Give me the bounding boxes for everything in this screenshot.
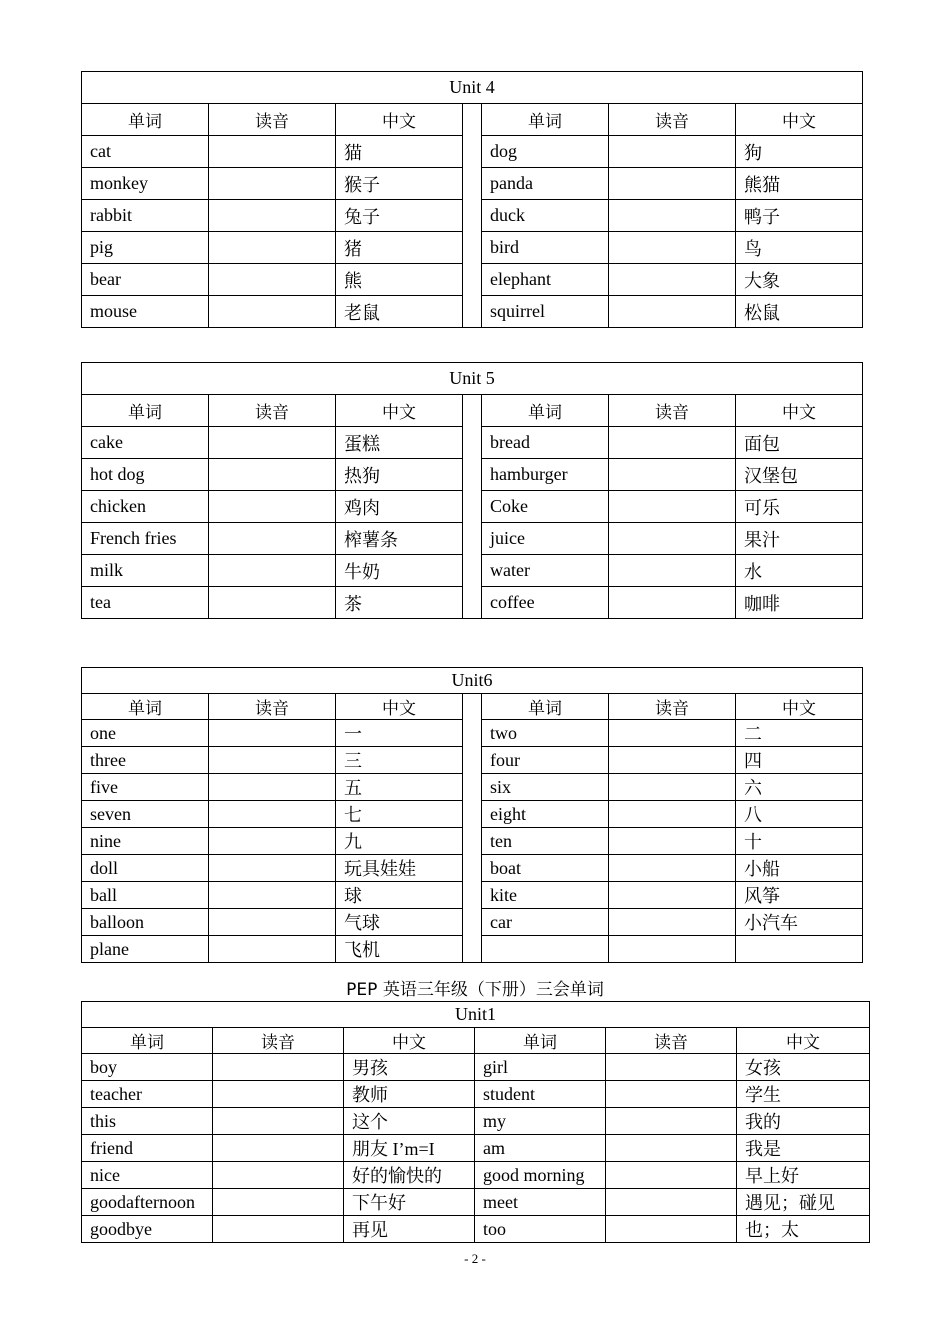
table-row — [82, 1081, 870, 1108]
word-cell: bread — [482, 427, 609, 459]
word-cell: hamburger — [482, 459, 609, 491]
chinese-cell: 鸭子 — [736, 200, 863, 232]
header-word: 单词 — [82, 104, 209, 136]
table-row — [82, 1135, 870, 1162]
pronunciation-cell — [609, 200, 736, 232]
pronunciation-cell — [609, 882, 736, 909]
chinese-cell: 小船 — [736, 855, 863, 882]
pronunciation-cell — [609, 555, 736, 587]
chinese-cell: 男孩 — [344, 1054, 475, 1081]
pronunciation-cell — [609, 296, 736, 328]
chinese-cell: 球 — [336, 882, 463, 909]
pronunciation-cell — [209, 855, 336, 882]
chinese-cell: 风筝 — [736, 882, 863, 909]
chinese-cell: 水 — [736, 555, 863, 587]
word-cell: boat — [482, 855, 609, 882]
header-pronunciation: 读音 — [609, 395, 736, 427]
pronunciation-cell — [209, 828, 336, 855]
table-row — [82, 1108, 870, 1135]
pronunciation-cell — [209, 427, 336, 459]
header-chinese: 中文 — [336, 395, 463, 427]
unit-1-table — [81, 1001, 870, 1243]
column-divider — [463, 104, 482, 328]
pronunciation-cell — [213, 1108, 344, 1135]
pronunciation-cell — [213, 1216, 344, 1243]
word-cell: this — [82, 1108, 213, 1135]
word-cell: bear — [82, 264, 209, 296]
unit-title: Unit1 — [82, 1002, 870, 1028]
word-cell: chicken — [82, 491, 209, 523]
pronunciation-cell — [209, 136, 336, 168]
word-cell: panda — [482, 168, 609, 200]
pronunciation-cell — [609, 232, 736, 264]
chinese-cell: 教师 — [344, 1081, 475, 1108]
pronunciation-cell — [609, 720, 736, 747]
pronunciation-cell — [209, 909, 336, 936]
chinese-cell: 汉堡包 — [736, 459, 863, 491]
pronunciation-cell — [213, 1189, 344, 1216]
word-cell: too — [475, 1216, 606, 1243]
pronunciation-cell — [606, 1162, 737, 1189]
chinese-cell: 玩具娃娃 — [336, 855, 463, 882]
word-cell: French fries — [82, 523, 209, 555]
chinese-cell: 我的 — [737, 1108, 870, 1135]
chinese-cell: 热狗 — [336, 459, 463, 491]
header-chinese: 中文 — [344, 1028, 475, 1054]
chinese-cell: 十 — [736, 828, 863, 855]
word-cell: cake — [82, 427, 209, 459]
chinese-cell: 猫 — [336, 136, 463, 168]
pronunciation-cell — [609, 427, 736, 459]
word-cell: seven — [82, 801, 209, 828]
chinese-cell: 大象 — [736, 264, 863, 296]
word-cell: monkey — [82, 168, 209, 200]
word-cell: rabbit — [82, 200, 209, 232]
chinese-cell: 猪 — [336, 232, 463, 264]
pronunciation-cell — [209, 523, 336, 555]
chinese-cell: 九 — [336, 828, 463, 855]
pronunciation-cell — [209, 555, 336, 587]
chinese-cell: 狗 — [736, 136, 863, 168]
header-word: 单词 — [482, 104, 609, 136]
word-cell: teacher — [82, 1081, 213, 1108]
table-row — [82, 1189, 870, 1216]
pronunciation-cell — [209, 264, 336, 296]
chinese-cell: 小汽车 — [736, 909, 863, 936]
chinese-cell: 遇见；碰见 — [737, 1189, 870, 1216]
pronunciation-cell — [606, 1216, 737, 1243]
word-cell: dog — [482, 136, 609, 168]
pronunciation-cell — [209, 747, 336, 774]
chinese-cell: 咖啡 — [736, 587, 863, 619]
pronunciation-cell — [209, 200, 336, 232]
word-cell: goodafternoon — [82, 1189, 213, 1216]
chinese-cell: 六 — [736, 774, 863, 801]
header-chinese: 中文 — [336, 694, 463, 720]
word-cell: hot dog — [82, 459, 209, 491]
chinese-cell: 可乐 — [736, 491, 863, 523]
chinese-cell: 这个 — [344, 1108, 475, 1135]
unit-6-table — [81, 667, 863, 963]
pronunciation-cell — [609, 855, 736, 882]
unit-title: Unit 4 — [82, 72, 863, 104]
pronunciation-cell — [209, 774, 336, 801]
header-pronunciation: 读音 — [609, 104, 736, 136]
chinese-cell: 四 — [736, 747, 863, 774]
chinese-cell: 早上好 — [737, 1162, 870, 1189]
word-cell: eight — [482, 801, 609, 828]
header-word: 单词 — [82, 694, 209, 720]
header-pronunciation: 读音 — [209, 395, 336, 427]
unit-title: Unit 5 — [82, 363, 863, 395]
word-cell: kite — [482, 882, 609, 909]
pronunciation-cell — [209, 801, 336, 828]
pronunciation-cell — [209, 936, 336, 963]
section-title: PEP 英语三年级（下册）三会单词 — [346, 980, 604, 1000]
pronunciation-cell — [609, 459, 736, 491]
unit-5-table — [81, 362, 863, 619]
word-cell: three — [82, 747, 209, 774]
pronunciation-cell — [213, 1162, 344, 1189]
chinese-cell: 女孩 — [737, 1054, 870, 1081]
word-cell: water — [482, 555, 609, 587]
header-pronunciation: 读音 — [209, 104, 336, 136]
pronunciation-cell — [609, 774, 736, 801]
pronunciation-cell — [609, 828, 736, 855]
chinese-cell: 蛋糕 — [336, 427, 463, 459]
pronunciation-cell — [209, 296, 336, 328]
pronunciation-cell — [609, 168, 736, 200]
pronunciation-cell — [209, 168, 336, 200]
header-chinese: 中文 — [736, 104, 863, 136]
pronunciation-cell — [609, 491, 736, 523]
pronunciation-cell — [209, 459, 336, 491]
column-divider — [463, 694, 482, 963]
page-number: - 2 - — [464, 1251, 486, 1266]
chinese-cell: 好的愉快的 — [344, 1162, 475, 1189]
chinese-cell: 二 — [736, 720, 863, 747]
pronunciation-cell — [609, 909, 736, 936]
chinese-cell: 松鼠 — [736, 296, 863, 328]
word-cell: elephant — [482, 264, 609, 296]
header-chinese: 中文 — [736, 694, 863, 720]
word-cell: one — [82, 720, 209, 747]
pronunciation-cell — [609, 801, 736, 828]
chinese-cell: 七 — [336, 801, 463, 828]
word-cell: goodbye — [82, 1216, 213, 1243]
word-cell: coffee — [482, 587, 609, 619]
pronunciation-cell — [606, 1054, 737, 1081]
column-divider — [463, 395, 482, 619]
table-row — [82, 1216, 870, 1243]
chinese-cell: 飞机 — [336, 936, 463, 963]
chinese-cell: 朋友 I’m=I — [344, 1135, 475, 1162]
word-cell: bird — [482, 232, 609, 264]
pronunciation-cell — [209, 720, 336, 747]
chinese-cell: 我是 — [737, 1135, 870, 1162]
word-cell: meet — [475, 1189, 606, 1216]
word-cell — [482, 936, 609, 963]
header-word: 单词 — [482, 395, 609, 427]
word-cell: am — [475, 1135, 606, 1162]
word-cell: ten — [482, 828, 609, 855]
header-chinese: 中文 — [336, 104, 463, 136]
word-cell: pig — [82, 232, 209, 264]
word-cell: milk — [82, 555, 209, 587]
pronunciation-cell — [609, 747, 736, 774]
word-cell: juice — [482, 523, 609, 555]
chinese-cell: 气球 — [336, 909, 463, 936]
header-pronunciation: 读音 — [213, 1028, 344, 1054]
pronunciation-cell — [606, 1108, 737, 1135]
pronunciation-cell — [606, 1189, 737, 1216]
pronunciation-cell — [609, 523, 736, 555]
chinese-cell: 鸡肉 — [336, 491, 463, 523]
word-cell: nine — [82, 828, 209, 855]
chinese-cell: 鸟 — [736, 232, 863, 264]
table-row — [82, 1054, 870, 1081]
word-cell: five — [82, 774, 209, 801]
word-cell: Coke — [482, 491, 609, 523]
pronunciation-cell — [213, 1135, 344, 1162]
word-cell: student — [475, 1081, 606, 1108]
header-word: 单词 — [475, 1028, 606, 1054]
chinese-cell: 八 — [736, 801, 863, 828]
pronunciation-cell — [209, 491, 336, 523]
word-cell: six — [482, 774, 609, 801]
chinese-cell: 熊 — [336, 264, 463, 296]
word-cell: squirrel — [482, 296, 609, 328]
pronunciation-cell — [609, 587, 736, 619]
chinese-cell — [736, 936, 863, 963]
header-chinese: 中文 — [736, 395, 863, 427]
pronunciation-cell — [209, 587, 336, 619]
word-cell: friend — [82, 1135, 213, 1162]
chinese-cell: 面包 — [736, 427, 863, 459]
word-cell: girl — [475, 1054, 606, 1081]
word-cell: mouse — [82, 296, 209, 328]
word-cell: plane — [82, 936, 209, 963]
word-cell: boy — [82, 1054, 213, 1081]
chinese-cell: 兔子 — [336, 200, 463, 232]
chinese-cell: 榨薯条 — [336, 523, 463, 555]
pronunciation-cell — [606, 1135, 737, 1162]
chinese-cell: 五 — [336, 774, 463, 801]
header-word: 单词 — [82, 1028, 213, 1054]
table-row — [82, 1162, 870, 1189]
pronunciation-cell — [209, 232, 336, 264]
header-pronunciation: 读音 — [606, 1028, 737, 1054]
header-pronunciation: 读音 — [609, 694, 736, 720]
chinese-cell: 老鼠 — [336, 296, 463, 328]
pronunciation-cell — [606, 1081, 737, 1108]
word-cell: two — [482, 720, 609, 747]
pronunciation-cell — [209, 882, 336, 909]
unit-title: Unit6 — [82, 668, 863, 694]
chinese-cell: 学生 — [737, 1081, 870, 1108]
chinese-cell: 牛奶 — [336, 555, 463, 587]
chinese-cell: 下午好 — [344, 1189, 475, 1216]
word-cell: duck — [482, 200, 609, 232]
word-cell: ball — [82, 882, 209, 909]
header-word: 单词 — [482, 694, 609, 720]
header-chinese: 中文 — [737, 1028, 870, 1054]
word-cell: doll — [82, 855, 209, 882]
word-cell: balloon — [82, 909, 209, 936]
word-cell: cat — [82, 136, 209, 168]
chinese-cell: 也；太 — [737, 1216, 870, 1243]
word-cell: good morning — [475, 1162, 606, 1189]
chinese-cell: 猴子 — [336, 168, 463, 200]
word-cell: tea — [82, 587, 209, 619]
unit-4-table — [81, 71, 863, 328]
chinese-cell: 再见 — [344, 1216, 475, 1243]
chinese-cell: 果汁 — [736, 523, 863, 555]
pronunciation-cell — [213, 1081, 344, 1108]
word-cell: my — [475, 1108, 606, 1135]
pronunciation-cell — [609, 936, 736, 963]
pronunciation-cell — [213, 1054, 344, 1081]
word-cell: four — [482, 747, 609, 774]
pronunciation-cell — [609, 264, 736, 296]
chinese-cell: 一 — [336, 720, 463, 747]
header-pronunciation: 读音 — [209, 694, 336, 720]
chinese-cell: 茶 — [336, 587, 463, 619]
word-cell: car — [482, 909, 609, 936]
word-cell: nice — [82, 1162, 213, 1189]
chinese-cell: 熊猫 — [736, 168, 863, 200]
pronunciation-cell — [609, 136, 736, 168]
chinese-cell: 三 — [336, 747, 463, 774]
header-word: 单词 — [82, 395, 209, 427]
